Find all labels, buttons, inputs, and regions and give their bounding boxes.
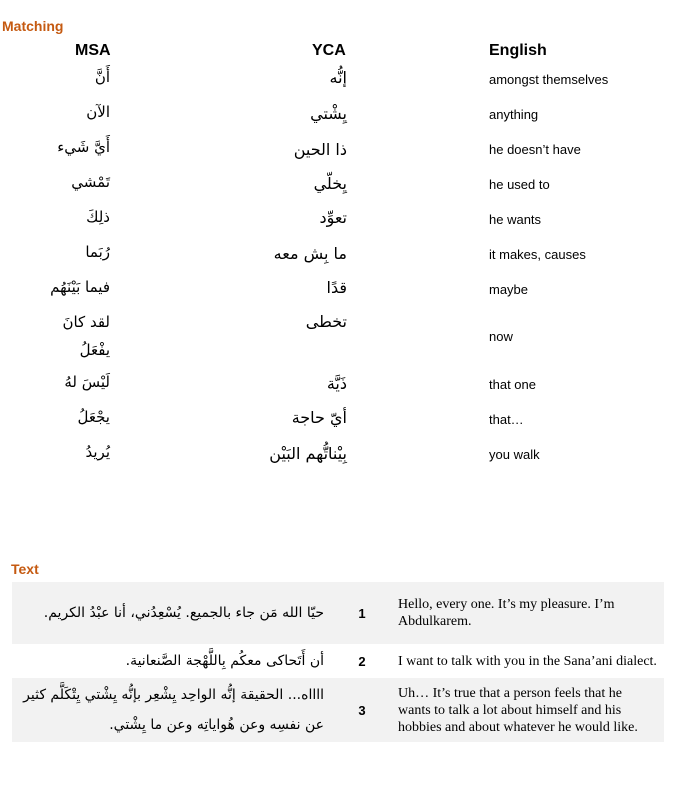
- english-meaning: anything: [489, 107, 539, 122]
- table-row: [12, 644, 664, 678]
- msa-word: تَمْشي: [71, 173, 110, 191]
- english-meaning: it makes, causes: [489, 247, 586, 262]
- yca-word: تعوِّد: [319, 208, 347, 227]
- english-meaning: maybe: [489, 282, 529, 297]
- english-meaning: that…: [489, 412, 524, 427]
- yca-word: تخطى: [305, 312, 347, 331]
- msa-word: لَيْسَ لهُ: [64, 373, 110, 391]
- row-number: 3: [332, 678, 392, 742]
- arabic-sentence: أن أَتَحاكى معكُم بِاللَّهْجة الصَّنعانية.: [125, 653, 324, 669]
- yca-word: ذا الحين: [293, 140, 347, 159]
- english-translation: Hello, every one. It’s my pleasure. I’m Abdulkarem.: [392, 582, 664, 644]
- msa-word: أَنَّ: [94, 68, 110, 86]
- yca-word: ذَيَّة: [326, 374, 347, 393]
- matching-heading: Matching: [2, 18, 64, 34]
- arabic-sentence: حيّا الله مَن جاء بالجميع. يُسْعِدُني، أنا عبْدُ الكريم.: [12, 582, 332, 644]
- msa-word: يفْعَلُ: [79, 341, 110, 359]
- english-meaning: you walk: [489, 447, 540, 462]
- yca-word: ما بِش معه: [273, 244, 347, 263]
- yca-word: يِشْتي: [310, 104, 347, 123]
- english-meaning: he doesn’t have: [489, 142, 581, 157]
- msa-word: الآن: [86, 103, 110, 121]
- english-translation: I want to talk with you in the Sana’ani dialect.: [398, 653, 657, 669]
- table-row: [12, 678, 664, 742]
- english-meaning: now: [489, 329, 513, 344]
- text-heading: Text: [11, 561, 39, 577]
- msa-column-header: MSA: [75, 42, 111, 59]
- row-number: 2: [358, 653, 366, 669]
- msa-word: رُبَما: [85, 243, 110, 261]
- yca-word: قدًا: [326, 278, 347, 297]
- yca-word: يِخلّي: [313, 174, 347, 193]
- yca-word: بِيْناتُّهم البَيْن: [269, 444, 347, 463]
- yca-word: أيّ حاجة: [291, 408, 347, 427]
- msa-word: فيما بَيْنَهُم: [50, 278, 110, 296]
- table-row: [12, 582, 664, 644]
- arabic-sentence: ااااه... الحقيقة إنُّه الواحِد يِشْعِر بإنُّه يِشْتي يِتْكَلَّم كثير عن نفسِه وعن هُواياتِه وعن ما يِشْتي.: [12, 678, 332, 742]
- row-number: 1: [332, 582, 392, 644]
- english-meaning: that one: [489, 377, 536, 392]
- yca-column-header: YCA: [312, 42, 346, 59]
- english-translation: Uh… It’s true that a person feels that he wants to talk a lot about himself and his hobbies and about whatever he would like.: [392, 678, 664, 742]
- msa-word: لقد كانَ: [62, 313, 110, 331]
- english-meaning: he used to: [489, 177, 550, 192]
- msa-word: يُريدُ: [85, 443, 110, 461]
- english-meaning: he wants: [489, 212, 542, 227]
- msa-word: يجْعَلُ: [77, 408, 110, 426]
- text-table: [12, 582, 664, 742]
- msa-word: أَيَّ شَيء: [57, 138, 110, 156]
- yca-word: إنُّه: [329, 68, 347, 87]
- msa-word: ذلِكَ: [86, 208, 110, 226]
- english-column-header: English: [489, 42, 547, 59]
- english-meaning: amongst themselves: [489, 72, 609, 87]
